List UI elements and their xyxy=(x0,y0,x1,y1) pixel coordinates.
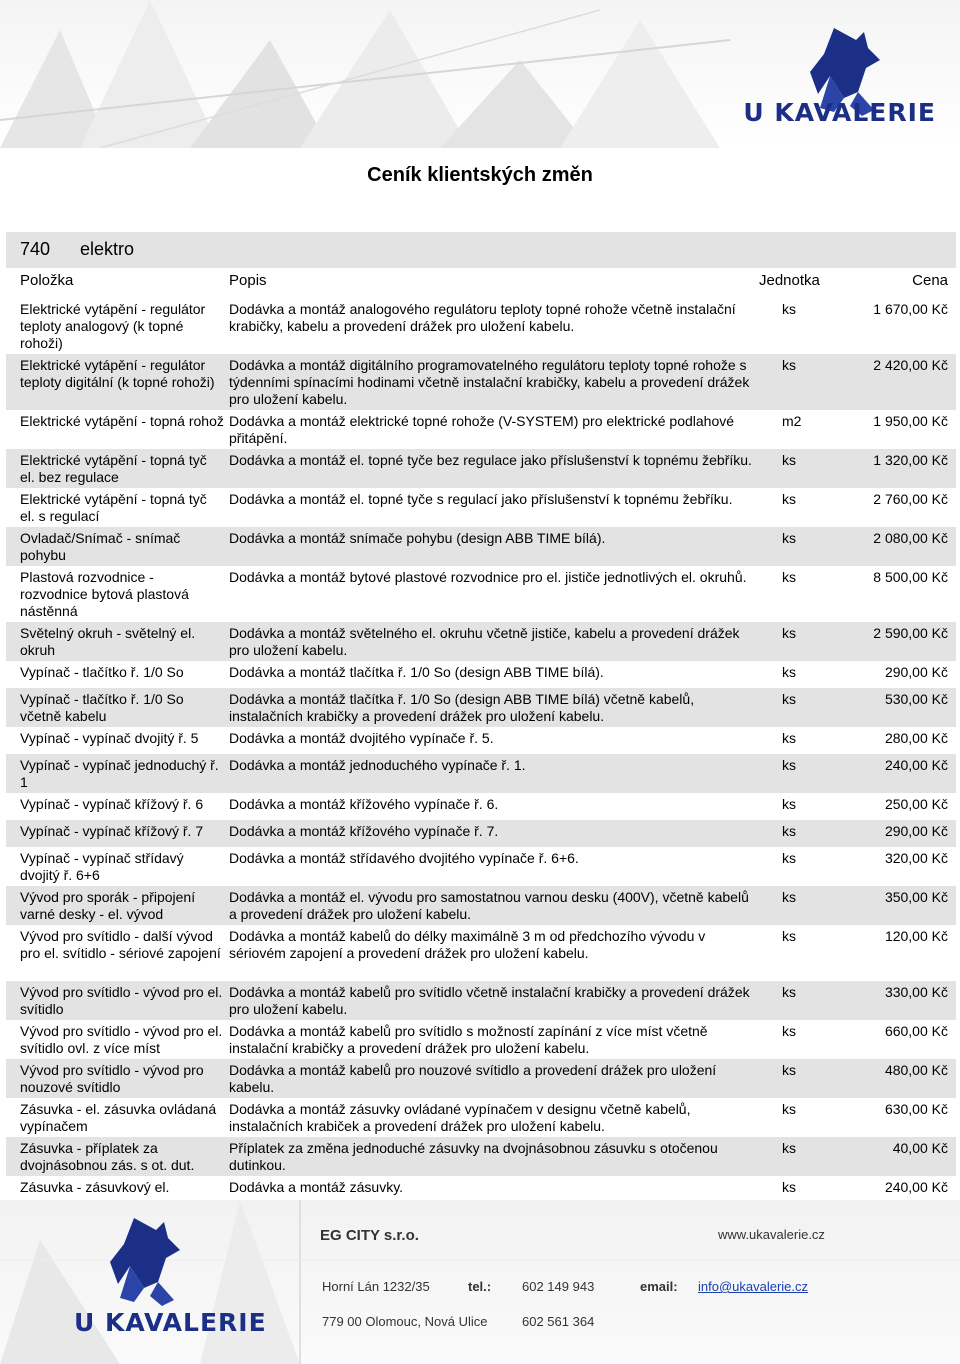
table-row xyxy=(6,354,956,410)
column-header-price: Cena xyxy=(912,272,948,289)
section-header xyxy=(6,232,956,268)
row-unit: ks xyxy=(782,757,796,773)
row-description: Dodávka a montáž křížového vypínače ř. 6. xyxy=(229,796,499,812)
row-description: Dodávka a montáž digitálního programovatelného regulátoru teploty topné rohože s týdenními spínacími hodinami včetně instalační krabičky, kabelu a provedení drážek pro uložení kabelu. xyxy=(229,357,750,407)
row-price: 1 670,00 Kč xyxy=(873,301,948,317)
row-price: 290,00 Kč xyxy=(884,664,948,680)
row-unit: ks xyxy=(782,1140,796,1156)
row-description: Dodávka a montáž křížového vypínače ř. 7. xyxy=(229,823,499,839)
logo-wordmark: U KAVALERIE xyxy=(743,98,936,127)
price-table xyxy=(6,298,956,1203)
row-price: 40,00 Kč xyxy=(892,1140,948,1156)
table-row xyxy=(6,847,956,886)
row-price: 240,00 Kč xyxy=(884,757,948,773)
table-row xyxy=(6,298,956,354)
table-row xyxy=(6,1020,956,1059)
row-item: Vypínač - vypínač střídavý dvojitý ř. 6+6 xyxy=(20,850,184,883)
footer-company: EG CITY s.r.o. xyxy=(320,1227,419,1244)
table-row xyxy=(6,793,956,820)
column-header-description: Popis xyxy=(229,272,267,289)
row-description: Dodávka a montáž tlačítka ř. 1/0 So (design ABB TIME bílá). xyxy=(229,664,604,680)
row-price: 530,00 Kč xyxy=(884,691,948,707)
column-header-item: Položka xyxy=(20,272,74,289)
row-item: Vypínač - tlačítko ř. 1/0 So xyxy=(20,664,184,680)
row-description: Dodávka a montáž elektrické topné rohože (V-SYSTEM) pro elektrické podlahové přitápění. xyxy=(229,413,735,446)
row-item: Plastová rozvodnice - rozvodnice bytová plastová nástěnná xyxy=(20,569,189,619)
table-row xyxy=(6,981,956,1020)
table-row xyxy=(6,754,956,793)
row-unit: ks xyxy=(782,569,796,585)
row-price: 480,00 Kč xyxy=(884,1062,948,1078)
row-description: Dodávka a montáž tlačítka ř. 1/0 So (design ABB TIME bílá) včetně kabelů, instalačních krabičky a provedení drážek pro uložení kabelu. xyxy=(229,691,695,724)
row-item: Ovladač/Snímač - snímač pohybu xyxy=(20,530,181,563)
row-item: Vývod pro svítidlo - vývod pro nouzové svítidlo xyxy=(20,1062,204,1095)
footer-phone-1: 602 149 943 xyxy=(522,1279,595,1294)
row-unit: ks xyxy=(782,301,796,317)
row-description: Dodávka a montáž kabelů pro svítidlo včetně instalační krabičky a provedení drážek pro uložení kabelu. xyxy=(229,984,750,1017)
row-unit: ks xyxy=(782,730,796,746)
footer xyxy=(0,1200,960,1364)
row-item: Vypínač - vypínač dvojitý ř. 5 xyxy=(20,730,199,746)
row-price: 2 080,00 Kč xyxy=(873,530,948,546)
table-row xyxy=(6,727,956,754)
row-unit: ks xyxy=(782,1062,796,1078)
row-unit: ks xyxy=(782,984,796,1000)
row-unit: ks xyxy=(782,796,796,812)
row-price: 8 500,00 Kč xyxy=(873,569,948,585)
row-price: 1 950,00 Kč xyxy=(873,413,948,429)
row-unit: ks xyxy=(782,625,796,641)
table-row xyxy=(6,622,956,661)
row-item: Vypínač - vypínač jednoduchý ř. 1 xyxy=(20,757,219,790)
row-description: Dodávka a montáž dvojitého vypínače ř. 5. xyxy=(229,730,494,746)
row-unit: ks xyxy=(782,1179,796,1195)
row-price: 290,00 Kč xyxy=(884,823,948,839)
row-price: 1 320,00 Kč xyxy=(873,452,948,468)
section-name: elektro xyxy=(80,239,135,259)
row-unit: ks xyxy=(782,530,796,546)
row-price: 2 760,00 Kč xyxy=(873,491,948,507)
footer-tel-label: tel.: xyxy=(468,1279,492,1294)
row-item: Elektrické vytápění - topná rohož xyxy=(20,413,224,429)
row-unit: ks xyxy=(782,691,796,707)
footer-email-link[interactable]: info@ukavalerie.cz xyxy=(698,1279,809,1294)
row-unit: ks xyxy=(782,491,796,507)
table-row xyxy=(6,449,956,488)
row-unit: ks xyxy=(782,1101,796,1117)
footer-address-line2: 779 00 Olomouc, Nová Ulice xyxy=(322,1314,488,1329)
row-item: Elektrické vytápění - regulátor teploty digitální (k topné rohoži) xyxy=(20,357,215,390)
table-row xyxy=(6,886,956,925)
footer-logo-wordmark: U KAVALERIE xyxy=(74,1308,267,1337)
page-title: Ceník klientských změn xyxy=(367,164,593,186)
row-item: Zásuvka - zásuvkový el. xyxy=(20,1179,170,1195)
row-price: 330,00 Kč xyxy=(884,984,948,1000)
table-row xyxy=(6,688,956,727)
row-unit: ks xyxy=(782,452,796,468)
table-row xyxy=(6,527,956,566)
footer-address-line1: Horní Lán 1232/35 xyxy=(322,1279,430,1294)
table-row xyxy=(6,1176,956,1203)
row-description: Dodávka a montáž zásuvky ovládané vypínačem v designu včetně kabelů, instalačních krabiček a provedení drážek pro uložení kabelu. xyxy=(229,1101,691,1134)
table-row xyxy=(6,410,956,449)
row-unit: ks xyxy=(782,357,796,373)
row-description: Dodávka a montáž střídavého dvojitého vypínače ř. 6+6. xyxy=(229,850,579,866)
row-item: Vývod pro svítidlo - další vývod pro el. svítidlo - sériové zapojení xyxy=(20,928,221,961)
row-item: Vývod pro sporák - připojení varné desky - el. vývod xyxy=(20,889,196,922)
row-description: Příplatek za změna jednoduché zásuvky na dvojnásobnou zásuvku s otočenou dutinkou. xyxy=(229,1140,718,1173)
row-description: Dodávka a montáž el. topné tyče s regulací jako příslušenství k topnému žebříku. xyxy=(229,491,733,507)
footer-phone-2: 602 561 364 xyxy=(522,1314,595,1329)
row-price: 320,00 Kč xyxy=(884,850,948,866)
row-item: Zásuvka - el. zásuvka ovládaná vypínačem xyxy=(20,1101,217,1134)
row-price: 250,00 Kč xyxy=(884,796,948,812)
row-description: Dodávka a montáž analogového regulátoru teploty topné rohože včetně instalační krabičky, kabelu a provedení drážek pro uložení kabelu. xyxy=(229,301,736,334)
footer-website-link[interactable]: www.ukavalerie.cz xyxy=(718,1227,825,1242)
table-row xyxy=(6,566,956,622)
table-row xyxy=(6,488,956,527)
table-row xyxy=(6,1098,956,1137)
row-item: Elektrické vytápění - topná tyč el. bez regulace xyxy=(20,452,207,485)
row-item: Vývod pro svítidlo - vývod pro el. svítidlo ovl. z více míst xyxy=(20,1023,223,1056)
row-unit: m2 xyxy=(782,413,802,429)
row-description: Dodávka a montáž el. vývodu pro samostatnou varnou desku (400V), včetně kabelů a provedení drážek pro uložení kabelu. xyxy=(229,889,749,922)
row-unit: ks xyxy=(782,889,796,905)
footer-email-label: email: xyxy=(640,1279,678,1294)
row-price: 2 420,00 Kč xyxy=(873,357,948,373)
row-price: 120,00 Kč xyxy=(884,928,948,944)
row-item: Vypínač - vypínač křížový ř. 6 xyxy=(20,796,204,812)
row-price: 630,00 Kč xyxy=(884,1101,948,1117)
row-description: Dodávka a montáž světelného el. okruhu včetně jističe, kabelu a provedení drážek pro uložení kabelu. xyxy=(229,625,740,658)
row-description: Dodávka a montáž jednoduchého vypínače ř. 1. xyxy=(229,757,526,773)
row-description: Dodávka a montáž kabelů pro svítidlo s možností zapínání z více míst včetně instalační krabičky a provedení drážek pro uložení kabelu. xyxy=(229,1023,708,1056)
row-item: Elektrické vytápění - regulátor teploty analogový (k topné rohoži) xyxy=(20,301,206,351)
row-item: Vypínač - tlačítko ř. 1/0 So včetně kabelu xyxy=(20,691,184,724)
table-row xyxy=(6,1059,956,1098)
row-item: Světelný okruh - světelný el. okruh xyxy=(20,625,196,658)
row-description: Dodávka a montáž zásuvky. xyxy=(229,1179,404,1195)
row-price: 280,00 Kč xyxy=(884,730,948,746)
row-unit: ks xyxy=(782,850,796,866)
header-banner xyxy=(0,0,960,148)
table-row xyxy=(6,661,956,688)
row-description: Dodávka a montáž el. topné tyče bez regulace jako příslušenství k topnému žebříku. xyxy=(229,452,752,468)
row-price: 240,00 Kč xyxy=(884,1179,948,1195)
row-unit: ks xyxy=(782,664,796,680)
row-price: 350,00 Kč xyxy=(884,889,948,905)
row-description: Dodávka a montáž snímače pohybu (design ABB TIME bílá). xyxy=(229,530,606,546)
table-row xyxy=(6,925,956,981)
row-item: Elektrické vytápění - topná tyč el. s regulací xyxy=(20,491,207,524)
row-item: Vypínač - vypínač křížový ř. 7 xyxy=(20,823,204,839)
table-row xyxy=(6,820,956,847)
row-price: 2 590,00 Kč xyxy=(873,625,948,641)
section-code: 740 xyxy=(20,239,51,259)
row-unit: ks xyxy=(782,823,796,839)
row-unit: ks xyxy=(782,1023,796,1039)
row-description: Dodávka a montáž bytové plastové rozvodnice pro el. jističe jednotlivých el. okruhů. xyxy=(229,569,747,585)
row-description: Dodávka a montáž kabelů do délky maximálně 3 m od předchozího vývodu v sériovém zapojení a provedení drážek pro uložení kabelu. xyxy=(229,928,706,961)
row-unit: ks xyxy=(782,928,796,944)
row-price: 660,00 Kč xyxy=(884,1023,948,1039)
column-headers xyxy=(6,270,956,294)
table-row xyxy=(6,1137,956,1176)
row-item: Zásuvka - příplatek za dvojnásobnou zás. s ot. dut. xyxy=(20,1140,195,1173)
row-description: Dodávka a montáž kabelů pro nouzové svítidlo a provedení drážek pro uložení kabelu. xyxy=(229,1062,717,1095)
row-item: Vývod pro svítidlo - vývod pro el. svítidlo xyxy=(20,984,223,1017)
column-header-unit: Jednotka xyxy=(759,272,820,289)
